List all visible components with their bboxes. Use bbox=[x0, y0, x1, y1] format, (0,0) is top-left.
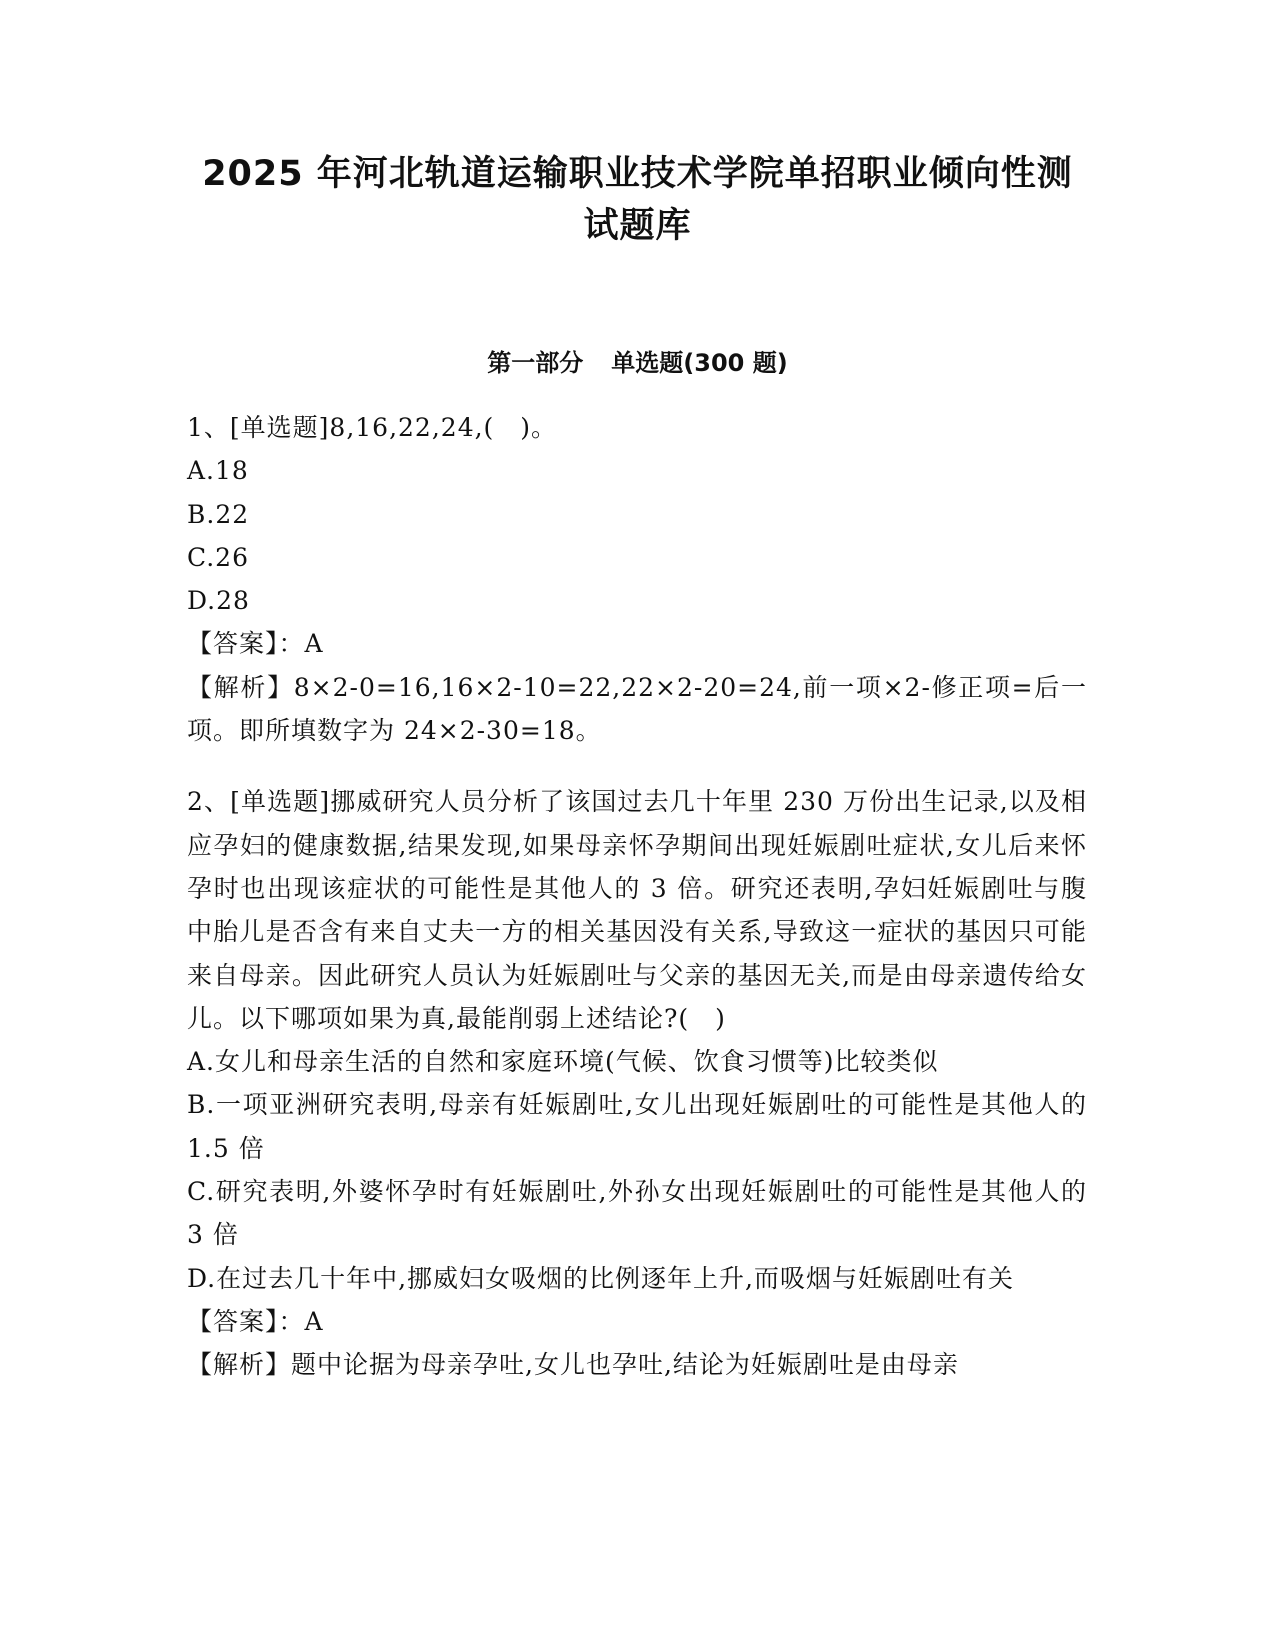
analysis-label: 【解析】 bbox=[187, 672, 294, 702]
section-heading bbox=[150, 346, 1125, 380]
option-b: B.一项亚洲研究表明,母亲有妊娠剧吐,女儿出现妊娠剧吐的可能性是其他人的 1.5 倍 bbox=[187, 1090, 1087, 1163]
option-a: A.18 bbox=[187, 456, 249, 486]
answer-line bbox=[187, 622, 1087, 665]
answer-line bbox=[187, 1300, 1087, 1343]
analysis-label: 【解析】 bbox=[187, 1350, 292, 1380]
analysis-text: 题中论据为母亲孕吐,女儿也孕吐,结论为妊娠剧吐是由母亲 bbox=[291, 1350, 959, 1380]
title-line-2: 试题库 bbox=[583, 206, 692, 246]
title-line-1: 2025 年河北轨道运输职业技术学院单招职业倾向性测 bbox=[202, 154, 1073, 194]
answer-label: 【答案】 bbox=[187, 1306, 279, 1336]
question-1 bbox=[187, 406, 1087, 752]
question-stem: 2、[单选题]挪威研究人员分析了该国过去几十年里 230 万份出生记录,以及相应孕妇的健康数据,结果发现,如果母亲怀孕期间出现妊娠剧吐症状,女儿后来怀孕时也出现该症状的可能性是其他人的 3 倍。研究还表明,孕妇妊娠剧吐与腹中胎儿是否含有来自丈夫一方的相关基因没有关系,导致这一症状的基因只可能来自母亲。因此研究人员认为妊娠剧吐与父亲的基因无关,而是由母亲遗传给女儿。以下哪项如果为真,最能削弱上述结论?( ) bbox=[187, 787, 1087, 1033]
option-a: A.女儿和母亲生活的自然和家庭环境(气候、饮食习惯等)比较类似 bbox=[187, 1047, 939, 1077]
answer-value: A bbox=[304, 1306, 324, 1336]
option-d: D.在过去几十年中,挪威妇女吸烟的比例逐年上升,而吸烟与妊娠剧吐有关 bbox=[187, 1263, 1014, 1293]
question-list bbox=[187, 406, 1087, 1387]
question-spacer bbox=[187, 752, 1087, 780]
option-c: C.26 bbox=[187, 542, 249, 572]
answer-separator: ： bbox=[278, 1306, 305, 1336]
section-name: 单选题(300 题) bbox=[611, 349, 788, 377]
option-b: B.22 bbox=[187, 499, 250, 529]
question-2 bbox=[187, 780, 1087, 1386]
analysis-text: 8×2-0=16,16×2-10=22,22×2-20=24,前一项×2-修正项=后一项。即所填数字为 24×2-30=18。 bbox=[187, 672, 1087, 746]
answer-label: 【答案】 bbox=[187, 629, 279, 659]
section-part: 第一部分 bbox=[487, 349, 584, 377]
option-d: D.28 bbox=[187, 586, 250, 616]
analysis-line bbox=[187, 666, 1087, 753]
option-c: C.研究表明,外婆怀孕时有妊娠剧吐,外孙女出现妊娠剧吐的可能性是其他人的 3 倍 bbox=[187, 1177, 1087, 1250]
document-title bbox=[150, 148, 1125, 252]
answer-separator: ： bbox=[278, 629, 305, 659]
answer-value: A bbox=[304, 629, 324, 659]
analysis-line bbox=[187, 1343, 1087, 1386]
question-stem: 1、[单选题]8,16,22,24,( )。 bbox=[187, 413, 558, 442]
